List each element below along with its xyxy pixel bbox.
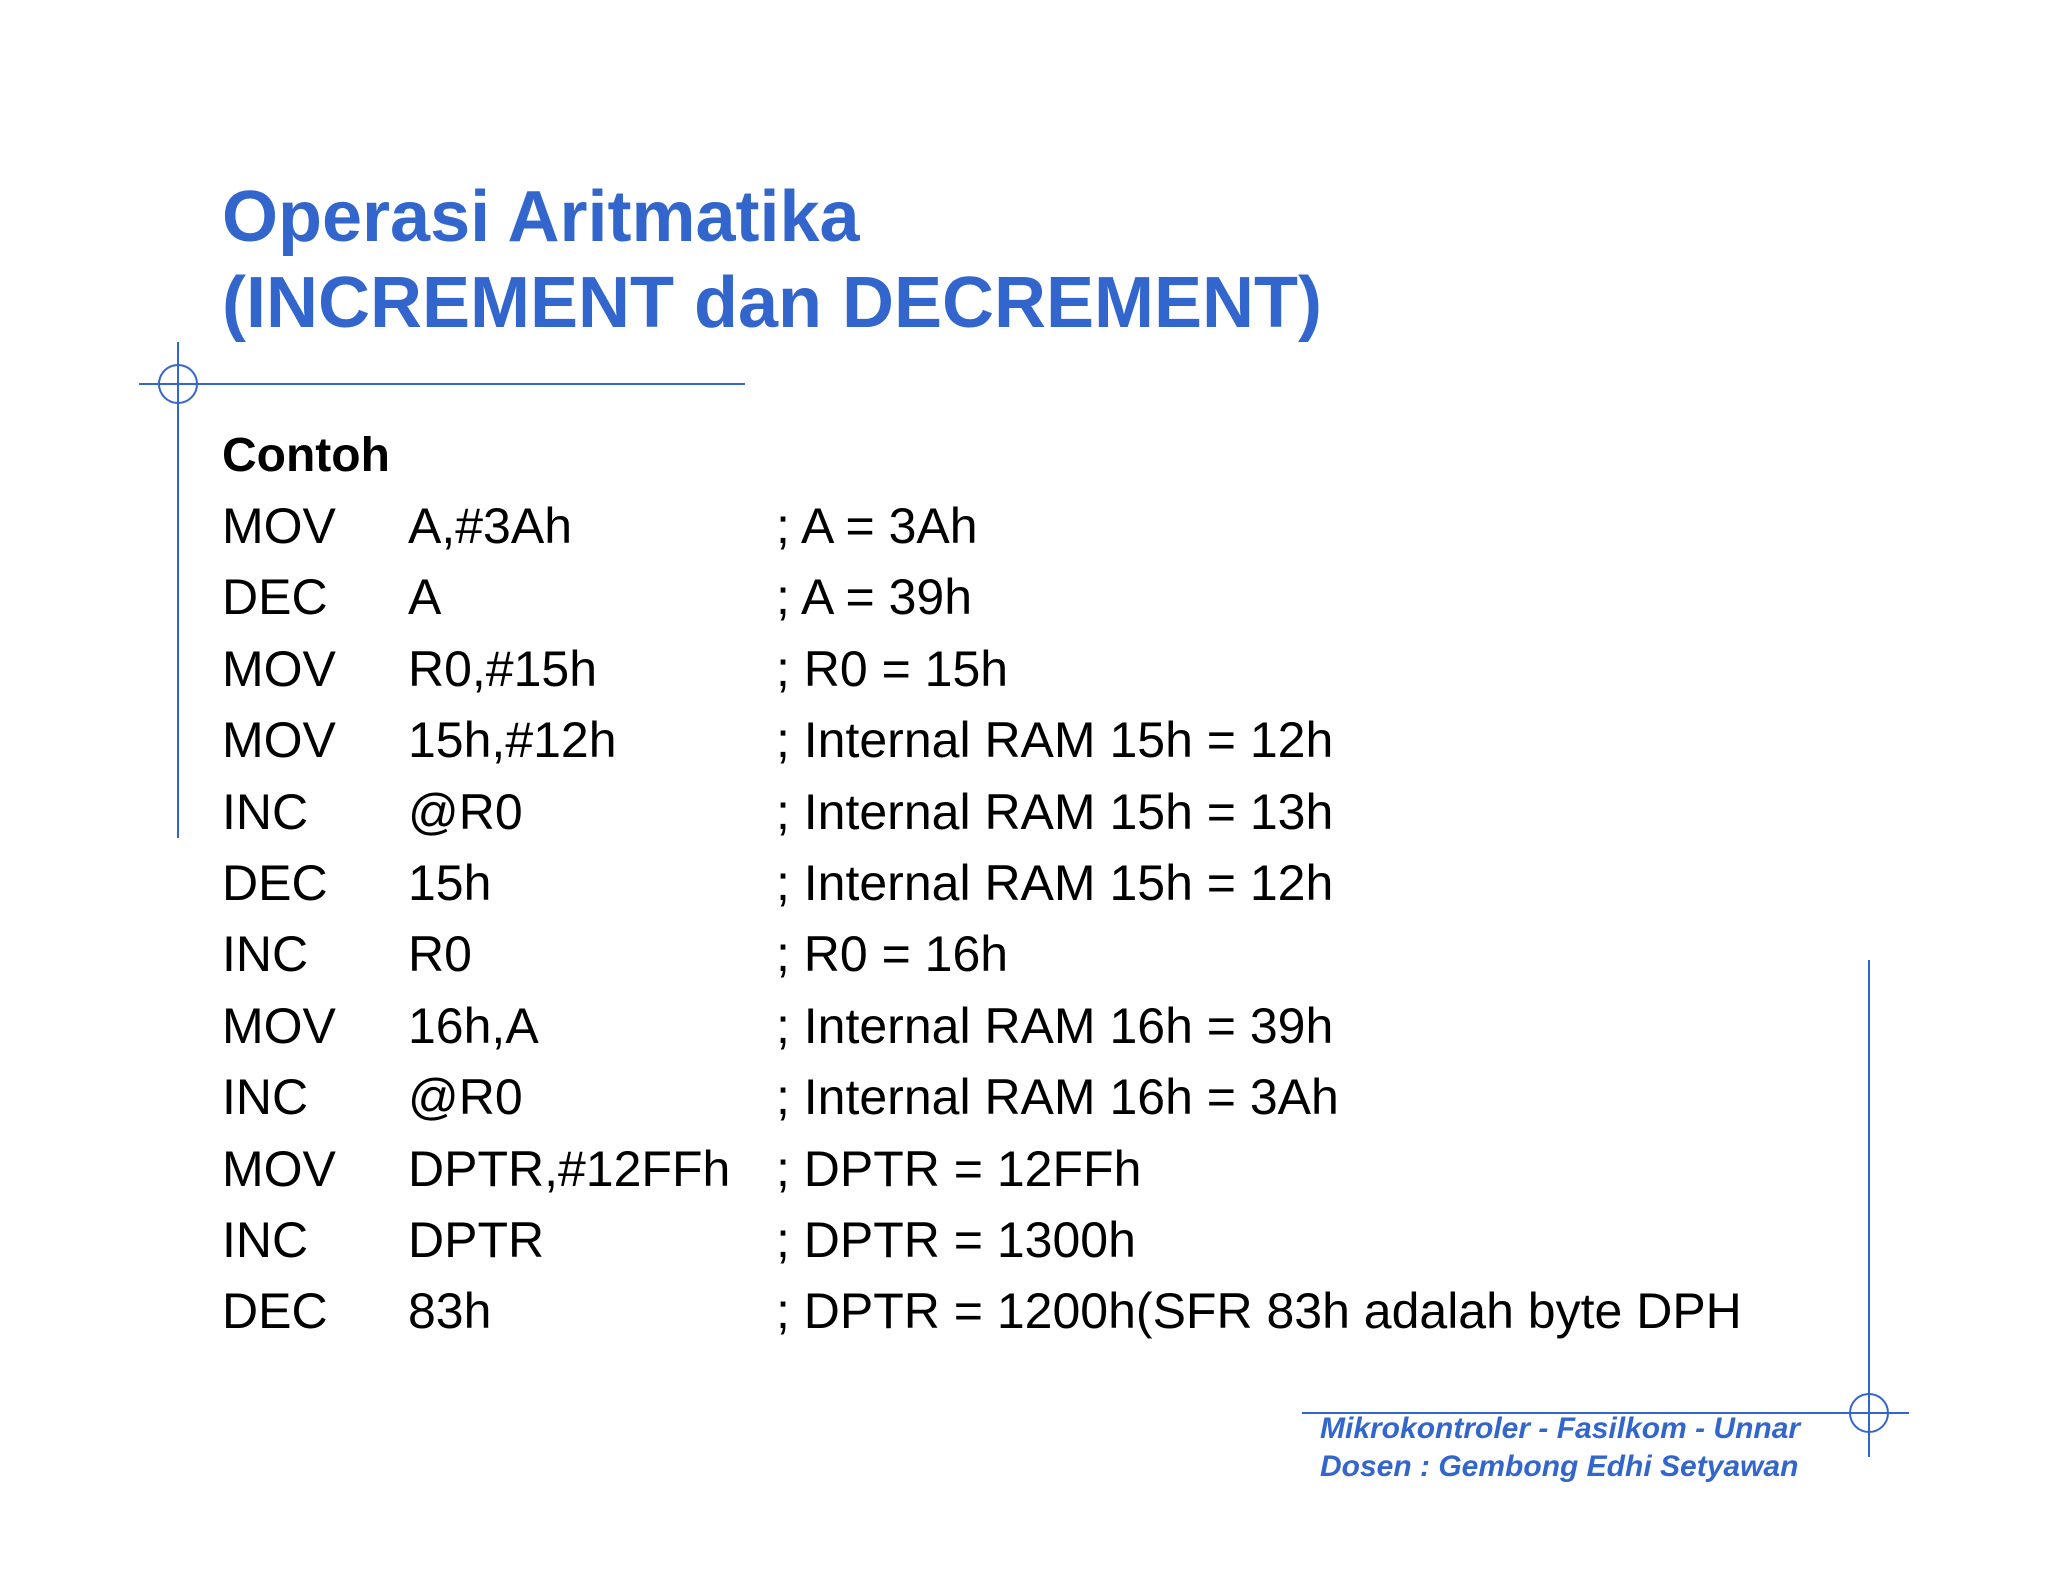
code-opcode: INC xyxy=(222,1069,309,1126)
code-opcode: MOV xyxy=(222,997,336,1054)
code-operand: R0,#15h xyxy=(408,640,598,697)
code-opcode: MOV xyxy=(222,1140,336,1197)
code-operand: 15h xyxy=(408,854,492,911)
code-opcode: INC xyxy=(222,783,309,840)
code-operand: 15h,#12h xyxy=(408,712,617,769)
code-comment: ; DPTR = 12FFh xyxy=(776,1140,1142,1197)
footer-course: Mikrokontroler - Fasilkom - Unnar xyxy=(1320,1412,1801,1445)
code-comment: ; Internal RAM 15h = 13h xyxy=(776,783,1334,840)
code-comment: ; Internal RAM 16h = 3Ah xyxy=(776,1069,1339,1126)
code-operand: 83h xyxy=(408,1283,492,1340)
code-opcode: INC xyxy=(222,1211,309,1268)
code-operand: 16h,A xyxy=(408,997,539,1054)
code-opcode: MOV xyxy=(222,640,336,697)
code-opcode: MOV xyxy=(222,498,336,554)
code-operand: @R0 xyxy=(408,783,523,840)
code-comment: ; R0 = 15h xyxy=(776,640,1009,697)
code-operand: A xyxy=(408,569,442,626)
code-comment: ; Internal RAM 15h = 12h xyxy=(776,712,1334,769)
code-opcode: INC xyxy=(222,926,309,983)
code-comment: ; A = 39h xyxy=(776,569,973,626)
code-opcode: MOV xyxy=(222,712,336,769)
code-operand: DPTR,#12FFh xyxy=(408,1140,731,1197)
footer-lecturer: Dosen : Gembong Edhi Setyawan xyxy=(1320,1450,1799,1483)
bottom-right-crosshair xyxy=(1302,960,1909,1457)
code-comment: ; Internal RAM 15h = 12h xyxy=(776,854,1334,911)
code-operand: @R0 xyxy=(408,1069,523,1126)
code-operand: R0 xyxy=(408,926,472,983)
slide-title-line-2: (INCREMENT dan DECREMENT) xyxy=(222,263,1322,343)
code-opcode: DEC xyxy=(222,1283,328,1340)
slide-footer xyxy=(1320,1410,1800,1486)
slide-title-line-1: Operasi Aritmatika xyxy=(222,177,860,257)
code-comment: ; DPTR = 1200h(SFR 83h adalah byte DPH xyxy=(776,1283,1742,1340)
slide-title xyxy=(222,174,1322,346)
code-comment: ; A = 3Ah xyxy=(776,498,978,554)
code-opcode: DEC xyxy=(222,569,328,626)
code-operand: A,#3Ah xyxy=(408,498,573,554)
code-operand: DPTR xyxy=(408,1211,545,1268)
code-comment: ; Internal RAM 16h = 39h xyxy=(776,997,1334,1054)
code-comment: ; R0 = 16h xyxy=(776,926,1009,983)
code-comment: ; DPTR = 1300h xyxy=(776,1211,1136,1268)
example-heading: Contoh xyxy=(222,429,390,482)
code-opcode: DEC xyxy=(222,854,328,911)
